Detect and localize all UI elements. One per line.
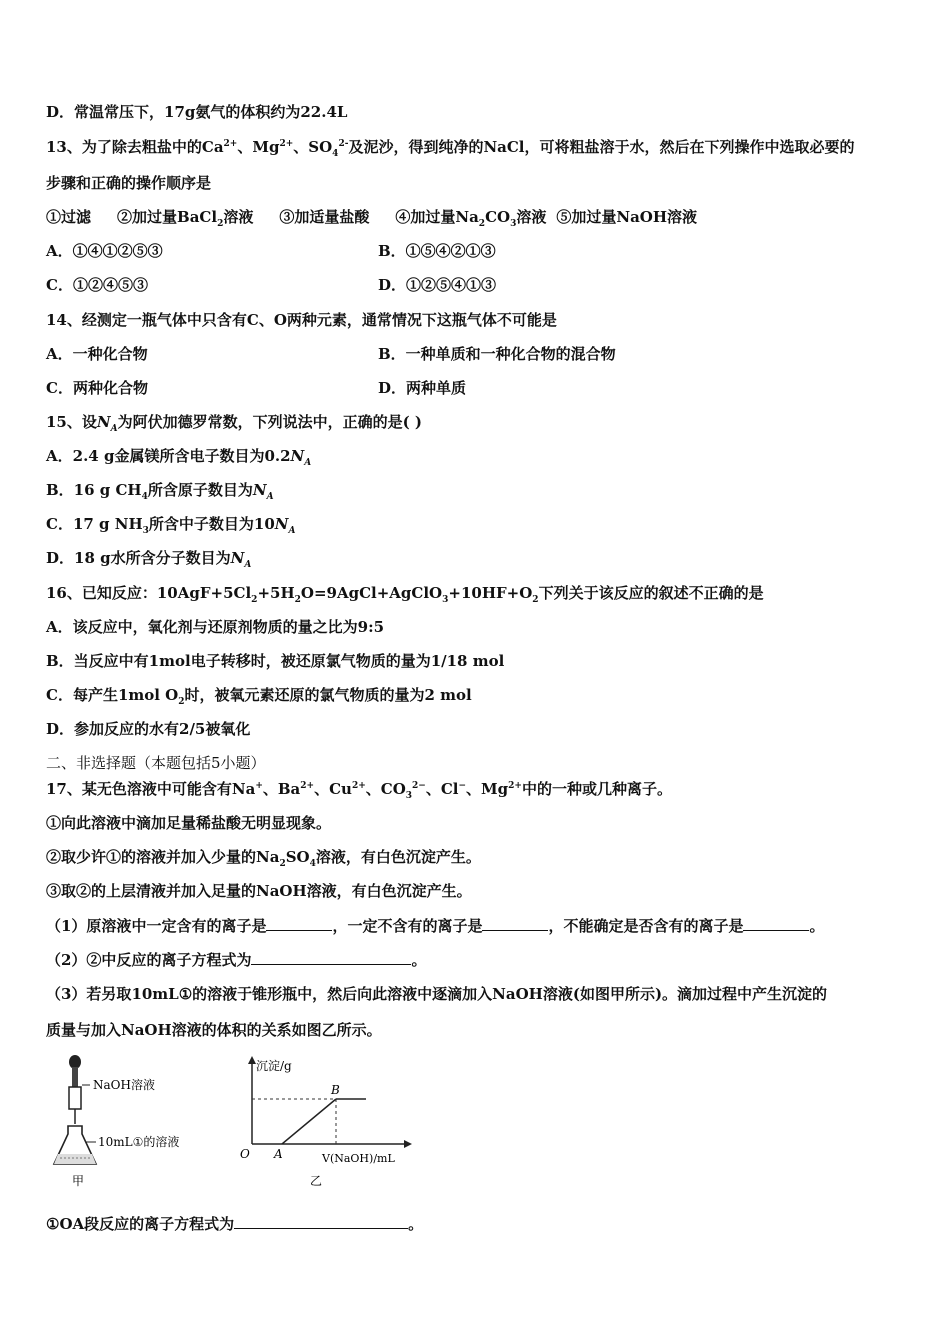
figure-yi [236, 1054, 416, 1189]
q15-option-a: A．2.4 g金属镁所含电子数目为$0.2N_A$ [46, 447, 312, 468]
x-axis-label: V(NaOH)/mL [322, 1152, 395, 1165]
q17-part-1: （1）原溶液中一定含有的离子是 ，一定不含有的离子是 ，不能确定是否含有的离子是 。 [46, 917, 825, 935]
jia-label-solution: 10mL①的溶液 [98, 1135, 180, 1149]
q13-option-b: B．①⑤④②①③ [378, 242, 496, 260]
point-a-label: A [274, 1147, 283, 1161]
q14-option-a: A．一种化合物 [46, 345, 148, 363]
q14-option-b: B．一种单质和一种化合物的混合物 [378, 345, 616, 363]
answer-blank[interactable] [234, 1213, 408, 1229]
q13-option-a: A．①④①②⑤③ [46, 242, 163, 260]
q13-option-d: D．①②⑤④①③ [378, 276, 497, 294]
q17-step-1: ①向此溶液中滴加足量稀盐酸无明显现象。 [46, 814, 332, 832]
q13-options-cd [46, 275, 497, 295]
q14-option-c: C．两种化合物 [46, 379, 148, 397]
q16-option-d: D．参加反应的水有2/5被氧化 [46, 720, 251, 738]
section-heading: 二、非选择题（本题包括5小题） [46, 754, 266, 772]
q14-option-d: D．两种单质 [378, 379, 467, 397]
q13-option-c: C．①②④⑤③ [46, 276, 148, 294]
q17-step-2: ②取少许①的溶液并加入少量的$Na_2SO_4$溶液，有白色沉淀产生。 [46, 848, 481, 869]
answer-blank[interactable] [266, 915, 332, 931]
point-b-label: B [331, 1083, 340, 1097]
precipitate-graph [236, 1054, 416, 1189]
q16-option-c: C．每产生1mol $O_2$时，被氧元素还原的氯气物质的量为2 mol [46, 686, 472, 707]
q14-options-ab [46, 344, 616, 364]
q15-option-b: B．16 g $CH_4$所含原子数目为$N_A$ [46, 481, 274, 502]
q16-stem: 16、已知反应：$10AgF+5Cl_2+5H_2O=9AgCl+AgClO_3+10HF+O_2$下列关于该反应的叙述不正确的是 [46, 584, 764, 605]
q13-stem-line2: 步骤和正确的操作顺序是 [46, 174, 212, 192]
q17-part-3-1: ①OA段反应的离子方程式为 。 [46, 1215, 424, 1233]
q14-options-cd [46, 378, 467, 398]
q17-stem: 17、某无色溶液中可能含有Na+、$Ba^{2+}$、$Cu^{2+}$、$CO_3^{2-}$、Cl−、$Mg^{2+}$中的一种或几种离子。 [46, 780, 672, 801]
answer-blank[interactable] [482, 915, 548, 931]
origin-label: O [240, 1147, 250, 1161]
jia-label-naoh: NaOH溶液 [93, 1078, 155, 1092]
q17-step-3: ③取②的上层清液并加入足量的NaOH溶液，有白色沉淀产生。 [46, 882, 472, 900]
answer-blank[interactable] [743, 915, 809, 931]
q13-steps: ①过滤 ②加过量BaCl$_2$溶液 ③加适量盐酸 ④加过量$Na_2CO_3$溶液 ⑤加过量NaOH溶液 [46, 208, 698, 229]
titration-apparatus [46, 1054, 206, 1189]
answer-blank[interactable] [251, 949, 411, 965]
q13-stem: 13、为了除去粗盐中的$Ca^{2+}$、$Mg^{2+}$、$SO_4^{2-}$及泥沙，得到纯净的NaCl，可将粗盐溶于水，然后在下列操作中选取必要的 [46, 138, 855, 159]
q12-option-d: D．常温常压下，17g氨气的体积约为22.4L [46, 103, 348, 121]
jia-caption: 甲 [72, 1174, 85, 1188]
q15-stem: 15、设$N_A$为阿伏加德罗常数，下列说法中，正确的是( ) [46, 413, 422, 434]
q16-option-b: B．当反应中有1mol电子转移时，被还原氯气物质的量为1/18 mol [46, 652, 505, 670]
q15-option-d: D．18 g水所含分子数目为$N_A$ [46, 549, 252, 570]
series-line-ab [282, 1099, 336, 1144]
y-axis-label: 沉淀/g [256, 1059, 292, 1073]
q17-part-2: （2）②中反应的离子方程式为 。 [46, 951, 427, 969]
q15-option-c: C．17 g $NH_3$所含中子数目为$10N_A$ [46, 515, 296, 536]
q17-part-3: （3）若另取10mL①的溶液于锥形瓶中，然后向此溶液中逐滴加入NaOH溶液(如图甲所示)。滴加过程中产生沉淀的 [46, 985, 828, 1003]
q16-option-a: A．该反应中，氧化剂与还原剂物质的量之比为9:5 [46, 618, 385, 636]
yi-caption: 乙 [310, 1174, 323, 1188]
q13-options-ab [46, 241, 496, 261]
figure-jia [46, 1054, 206, 1189]
q17-part-3-line2: 质量与加入NaOH溶液的体积的关系如图乙所示。 [46, 1021, 382, 1039]
q14-stem: 14、经测定一瓶气体中只含有C、O两种元素，通常情况下这瓶气体不可能是 [46, 311, 557, 329]
